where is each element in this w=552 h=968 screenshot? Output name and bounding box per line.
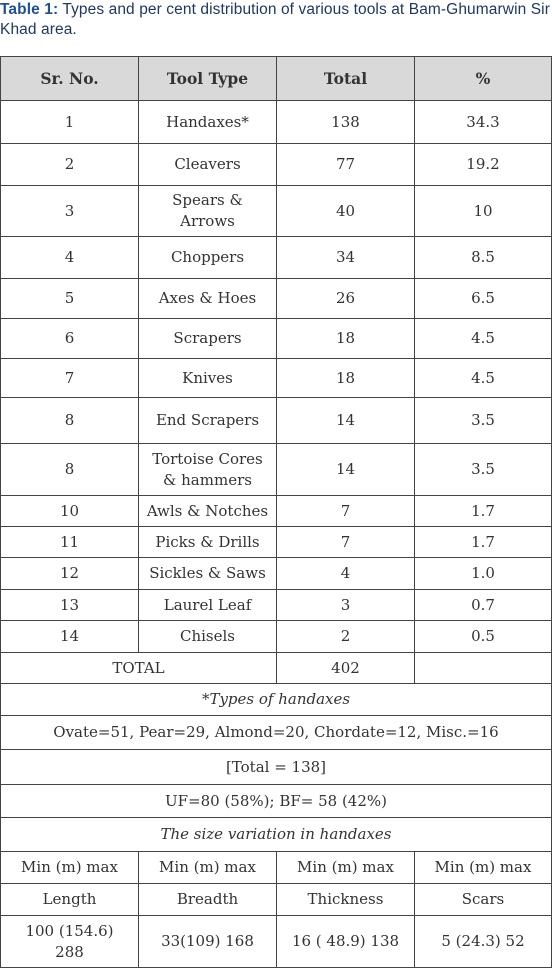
- cell-tool: Picks & Drills: [139, 527, 277, 558]
- cell-sr: 5: [1, 279, 139, 319]
- total-empty-cell: [415, 653, 552, 684]
- header-tool-type: Tool Type: [139, 57, 277, 101]
- cell-pct: 4.5: [415, 359, 552, 398]
- value-thickness: 16 ( 48.9) 138: [277, 916, 415, 968]
- cell-total: 18: [277, 319, 415, 359]
- cell-sr: 1: [1, 101, 139, 144]
- cell-pct: 4.5: [415, 319, 552, 359]
- cell-sr: 2: [1, 144, 139, 186]
- cell-total: 4: [277, 558, 415, 590]
- notes-row: [1, 750, 552, 785]
- table-row: [1, 186, 552, 237]
- table-row: [1, 558, 552, 590]
- cell-tool: Choppers: [139, 237, 277, 279]
- size-range-row: [1, 852, 552, 884]
- table-row: [1, 237, 552, 279]
- header-percent: %: [415, 57, 552, 101]
- table-row: [1, 621, 552, 653]
- cell-total: 7: [277, 527, 415, 558]
- cell-sr: 8: [1, 444, 139, 496]
- cell-sr: 8: [1, 398, 139, 444]
- cell-total: 7: [277, 496, 415, 527]
- cell-sr: 6: [1, 319, 139, 359]
- cell-total: 3: [277, 590, 415, 621]
- cell-sr: 14: [1, 621, 139, 653]
- range-label-breadth: Min (m) max: [139, 852, 277, 884]
- notes-row: [1, 716, 552, 750]
- dimension-length: Length: [1, 884, 139, 916]
- cell-tool: Awls & Notches: [139, 496, 277, 527]
- cell-tool: Sickles & Saws: [139, 558, 277, 590]
- table-row: [1, 398, 552, 444]
- value-scars: 5 (24.3) 52: [415, 916, 552, 968]
- cell-pct: 34.3: [415, 101, 552, 144]
- size-variation-heading: The size variation in handaxes: [1, 818, 552, 852]
- cell-total: 14: [277, 398, 415, 444]
- size-value-row: [1, 916, 552, 968]
- range-label-length: Min (m) max: [1, 852, 139, 884]
- notes-row: [1, 818, 552, 852]
- cell-total: 138: [277, 101, 415, 144]
- cell-pct: 0.7: [415, 590, 552, 621]
- cell-total: 40: [277, 186, 415, 237]
- dimension-thickness: Thickness: [277, 884, 415, 916]
- total-label: TOTAL: [1, 653, 277, 684]
- cell-pct: 3.5: [415, 398, 552, 444]
- dimension-scars: Scars: [415, 884, 552, 916]
- cell-total: 26: [277, 279, 415, 319]
- cell-pct: 10: [415, 186, 552, 237]
- tools-table: [0, 56, 552, 968]
- total-row: [1, 653, 552, 684]
- cell-sr: 3: [1, 186, 139, 237]
- cell-tool: End Scrapers: [139, 398, 277, 444]
- cell-total: 2: [277, 621, 415, 653]
- table-row: [1, 144, 552, 186]
- range-label-scars: Min (m) max: [415, 852, 552, 884]
- range-label-thickness: Min (m) max: [277, 852, 415, 884]
- table-row: [1, 496, 552, 527]
- table-row: [1, 101, 552, 144]
- cell-total: 18: [277, 359, 415, 398]
- cell-total: 14: [277, 444, 415, 496]
- cell-pct: 0.5: [415, 621, 552, 653]
- cell-tool: Spears & Arrows: [139, 186, 277, 237]
- table-row: [1, 279, 552, 319]
- cell-pct: 1.7: [415, 527, 552, 558]
- cell-tool: Cleavers: [139, 144, 277, 186]
- table-row: [1, 590, 552, 621]
- header-sr-no: Sr. No.: [1, 57, 139, 101]
- value-breadth: 33(109) 168: [139, 916, 277, 968]
- cell-pct: 3.5: [415, 444, 552, 496]
- notes-row: [1, 785, 552, 818]
- cell-sr: 12: [1, 558, 139, 590]
- cell-tool: Tortoise Cores & hammers: [139, 444, 277, 496]
- total-value: 402: [277, 653, 415, 684]
- caption-label: Table 1:: [0, 1, 59, 18]
- cell-tool: Chisels: [139, 621, 277, 653]
- uf-bf-note: UF=80 (58%); BF= 58 (42%): [1, 785, 552, 818]
- caption-text: Types and per cent distribution of various tools at Bam-Ghumarwin Sir Khad area.: [0, 1, 550, 38]
- cell-tool: Axes & Hoes: [139, 279, 277, 319]
- cell-pct: 6.5: [415, 279, 552, 319]
- cell-pct: 8.5: [415, 237, 552, 279]
- header-total: Total: [277, 57, 415, 101]
- dimension-breadth: Breadth: [139, 884, 277, 916]
- cell-sr: 10: [1, 496, 139, 527]
- table-row: [1, 444, 552, 496]
- cell-pct: 19.2: [415, 144, 552, 186]
- handaxe-types-heading: *Types of handaxes: [1, 684, 552, 716]
- cell-sr: 4: [1, 237, 139, 279]
- cell-pct: 1.0: [415, 558, 552, 590]
- cell-total: 34: [277, 237, 415, 279]
- header-row: [1, 57, 552, 101]
- table-row: [1, 319, 552, 359]
- handaxe-total-note: [Total = 138]: [1, 750, 552, 785]
- cell-tool: Scrapers: [139, 319, 277, 359]
- cell-tool: Knives: [139, 359, 277, 398]
- table-row: [1, 359, 552, 398]
- handaxe-types-breakdown: Ovate=51, Pear=29, Almond=20, Chordate=12, Misc.=16: [1, 716, 552, 750]
- cell-total: 77: [277, 144, 415, 186]
- table-row: [1, 527, 552, 558]
- table-caption: [0, 0, 552, 40]
- size-dimension-row: [1, 884, 552, 916]
- cell-tool: Laurel Leaf: [139, 590, 277, 621]
- cell-sr: 11: [1, 527, 139, 558]
- notes-row: [1, 684, 552, 716]
- cell-sr: 13: [1, 590, 139, 621]
- cell-pct: 1.7: [415, 496, 552, 527]
- cell-tool: Handaxes*: [139, 101, 277, 144]
- cell-sr: 7: [1, 359, 139, 398]
- value-length: 100 (154.6) 288: [1, 916, 139, 968]
